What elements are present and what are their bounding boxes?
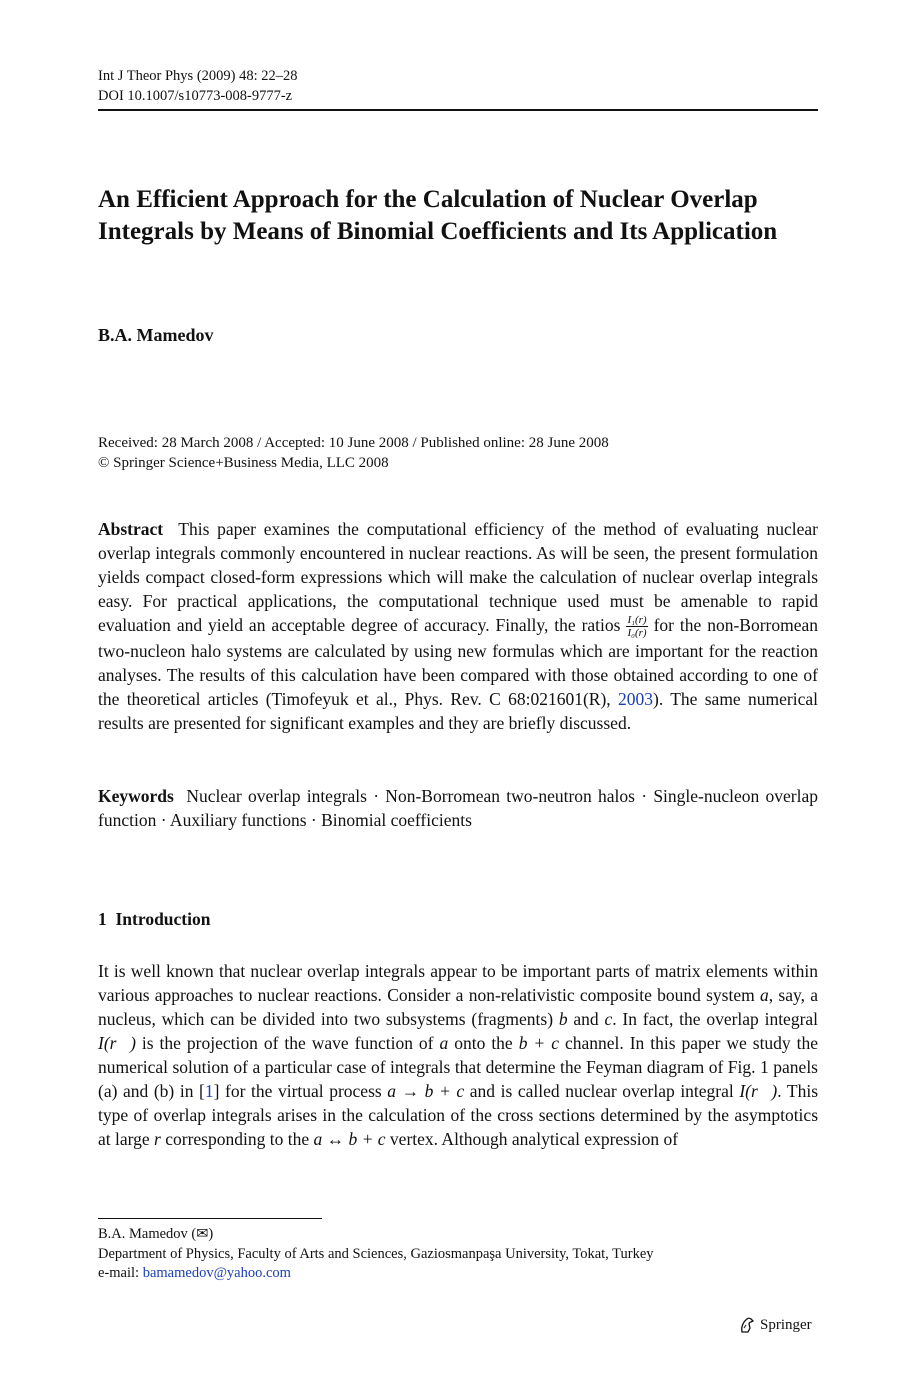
footnote-affiliation: Department of Physics, Faculty of Arts and Sciences, Gaziosmanpaşa University, Tokat, Turkey bbox=[98, 1245, 654, 1262]
math-overlap-integral: I(r⃗) bbox=[98, 1033, 136, 1053]
fraction-denominator: I₀(r) bbox=[627, 627, 647, 640]
intro-text: and bbox=[573, 1009, 599, 1029]
copyright-line: © Springer Science+Business Media, LLC 2008 bbox=[98, 454, 389, 471]
introduction-paragraph bbox=[98, 959, 818, 1151]
intro-text: , say, a nucleus, which can be divided into two subsystems (fragments) bbox=[98, 985, 819, 1029]
intro-text: . This type of overlap integrals arises in the calculation of the cross sections determined by the asymptotics at large bbox=[98, 1081, 819, 1149]
journal-citation: Int J Theor Phys (2009) 48: 22–28 bbox=[98, 68, 298, 84]
author-name: B.A. Mamedov bbox=[98, 325, 214, 345]
publisher-name: Springer bbox=[760, 1316, 812, 1333]
section-heading bbox=[98, 909, 210, 930]
footnote-author-close: ) bbox=[208, 1226, 214, 1242]
footnote-author bbox=[98, 1225, 654, 1245]
section-number: 1 bbox=[98, 909, 107, 929]
abstract-label: Abstract bbox=[98, 519, 164, 539]
math-process: a → b + c bbox=[387, 1081, 465, 1101]
abstract-text-1: This paper examines the computational efficiency of the method of evaluating nuclear overlap integrals commonly encountered in nuclear reactions. As will be seen, the present formulation yields compact closed-form expressions which will make the calculation of nuclear overlap integrals easy. For practical applications, the computational technique used must be amenable to rapid evaluation and yield an acceptable degree of accuracy. Finally, the ratios bbox=[98, 519, 819, 635]
footnote bbox=[98, 1225, 654, 1284]
math-vertex: a ↔ b + c bbox=[313, 1129, 386, 1149]
intro-text: It is well known that nuclear overlap integrals appear to be important parts of matrix elements within various approaches to nuclear reactions. Consider a non-relativistic composite bound system bbox=[98, 961, 818, 1005]
intro-text: corresponding to the bbox=[165, 1129, 310, 1149]
section-title: Introduction bbox=[115, 909, 211, 929]
footnote-rule bbox=[98, 1218, 322, 1219]
reference-link-1[interactable]: 1 bbox=[204, 1081, 214, 1101]
intro-text: is the projection of the wave function of bbox=[141, 1033, 434, 1053]
keywords bbox=[98, 784, 818, 832]
intro-text: and is called nuclear overlap integral bbox=[469, 1081, 734, 1101]
math-b: b bbox=[558, 1009, 568, 1029]
intro-text: vertex. Although analytical expression of bbox=[389, 1129, 679, 1149]
ratio-fraction bbox=[626, 614, 647, 639]
footnote-email-line bbox=[98, 1264, 654, 1284]
header-rule bbox=[98, 109, 818, 111]
envelope-icon: ✉ bbox=[196, 1226, 209, 1242]
math-channel: b + c bbox=[518, 1033, 559, 1053]
math-r: r bbox=[154, 1129, 161, 1149]
paper-title: An Efficient Approach for the Calculation of Nuclear Overlap Integrals by Means of Binomial Coefficients and Its Application bbox=[98, 186, 778, 245]
journal-header bbox=[98, 66, 298, 106]
journal-doi: DOI 10.1007/s10773-008-9777-z bbox=[98, 88, 293, 104]
publication-dates bbox=[98, 434, 609, 473]
dates-line: Received: 28 March 2008 / Accepted: 10 June 2008 / Published online: 28 June 2008 bbox=[98, 435, 609, 451]
footnote-author-name: B.A. Mamedov ( bbox=[98, 1226, 197, 1242]
intro-text: channel. In this paper we study the numerical solution of a particular case of integrals that determine the Feyman diagram of Fig. 1 panels (a) and (b) in [ bbox=[98, 1033, 819, 1101]
math-a: a bbox=[439, 1033, 449, 1053]
reference-link-2003[interactable]: 2003 bbox=[618, 689, 654, 710]
fraction-numerator: I₁(r) bbox=[627, 614, 647, 627]
math-c: c bbox=[604, 1009, 613, 1029]
abstract-text-2: for the non-Borromean two-nucleon halo systems are calculated by using new formulas which are important for the reaction analyses. The results of this calculation have been compared with those obtained according to one of the theoretical articles (Timofeyuk et al., Phys. Rev. C 68:021601(R), bbox=[98, 615, 819, 710]
abstract-text-3: ). The same numerical results are presented for significant examples and they are briefly discussed. bbox=[98, 689, 818, 734]
abstract bbox=[98, 517, 818, 735]
math-overlap-integral: I(r⃗) bbox=[739, 1081, 778, 1101]
intro-text: . In fact, the overlap integral bbox=[612, 1009, 819, 1029]
keywords-label: Keywords bbox=[98, 786, 174, 806]
springer-horse-icon bbox=[738, 1316, 756, 1334]
email-label: e-mail: bbox=[98, 1265, 140, 1281]
email-link[interactable]: bamamedov@yahoo.com bbox=[142, 1265, 291, 1281]
math-a: a bbox=[760, 985, 769, 1005]
keywords-text: Nuclear overlap integrals · Non-Borromean two-neutron halos · Single-nucleon overlap function · Auxiliary functions · Binomial coefficients bbox=[98, 786, 819, 830]
intro-text: ] for the virtual process bbox=[213, 1081, 382, 1101]
intro-text: onto the bbox=[454, 1033, 513, 1053]
publisher-logo bbox=[738, 1316, 812, 1334]
